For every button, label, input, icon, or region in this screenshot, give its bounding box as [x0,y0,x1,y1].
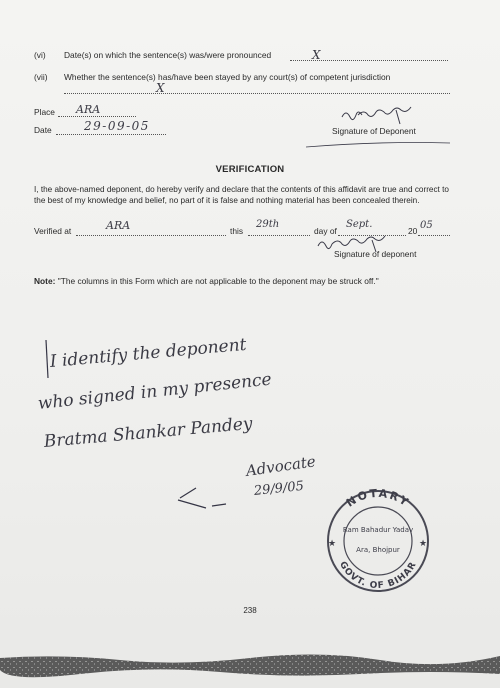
stamp-star-right: ★ [419,539,428,549]
scan-smudge [0,648,500,688]
verification-text: I, the above-named deponent, do hereby verify and declare that the contents of this affidavit are true and correct to the best of my knowledge and belief, no part of it is false and nothing material has been concealed therein. [34,185,449,205]
svg-text:GOVT. OF BIHAR [337,560,419,591]
verification-title: VERIFICATION [215,164,285,175]
item-label: Date(s) on which the sentence(s) was/were pronounced [64,50,272,60]
place-value: ARA [76,103,101,116]
handwritten-line-2: who signed in my presence [36,369,273,414]
item-number: (vii) [34,72,48,82]
item-vi-strike-mark: X [312,48,321,62]
year-prefix: 20 [408,226,418,236]
signature-of-deponent-label: Signature of Deponent [332,126,416,136]
stamp-top-text: NOTARY [343,488,413,510]
note-label: Note: [34,276,56,286]
this-label: this [230,226,244,236]
place-label: Place [34,107,55,117]
year-value: 05 [420,220,433,231]
stamp-star-left: ★ [328,539,337,549]
stamp-name: Ram Bahadur Yadav [342,526,414,534]
stamp-place: Ara, Bhojpur [356,546,400,554]
signature-of-deponent-label-2: Signature of deponent [334,249,417,259]
page-number: 238 [243,606,257,615]
month-value: Sept. [346,219,373,230]
item-label: Whether the sentence(s) has/have been stayed by any court(s) of competent jurisdiction [64,72,391,82]
handwritten-line-1: I identify the deponent [49,334,248,372]
note-text: "The columns in this Form which are not applicable to the deponent may be struck off." [57,276,379,286]
item-vii-strike-mark: X [156,81,165,95]
date-label: Date [34,125,52,135]
stamp-bottom-text: GOVT. OF BIHAR [337,560,419,592]
date-value: 29-09-05 [84,119,150,133]
handwritten-line-3: Bratma Shankar Pandey [43,413,254,452]
handwritten-date: 29/9/05 [253,478,305,499]
verified-at-value: ARA [106,219,131,232]
notary-stamp [318,488,438,594]
verified-at-label: Verified at [34,226,72,236]
handwritten-line-4: Advocate [244,452,317,480]
item-number: (vi) [34,50,46,60]
day-of-label: day of [314,226,337,236]
day-value: 29th [256,219,280,230]
